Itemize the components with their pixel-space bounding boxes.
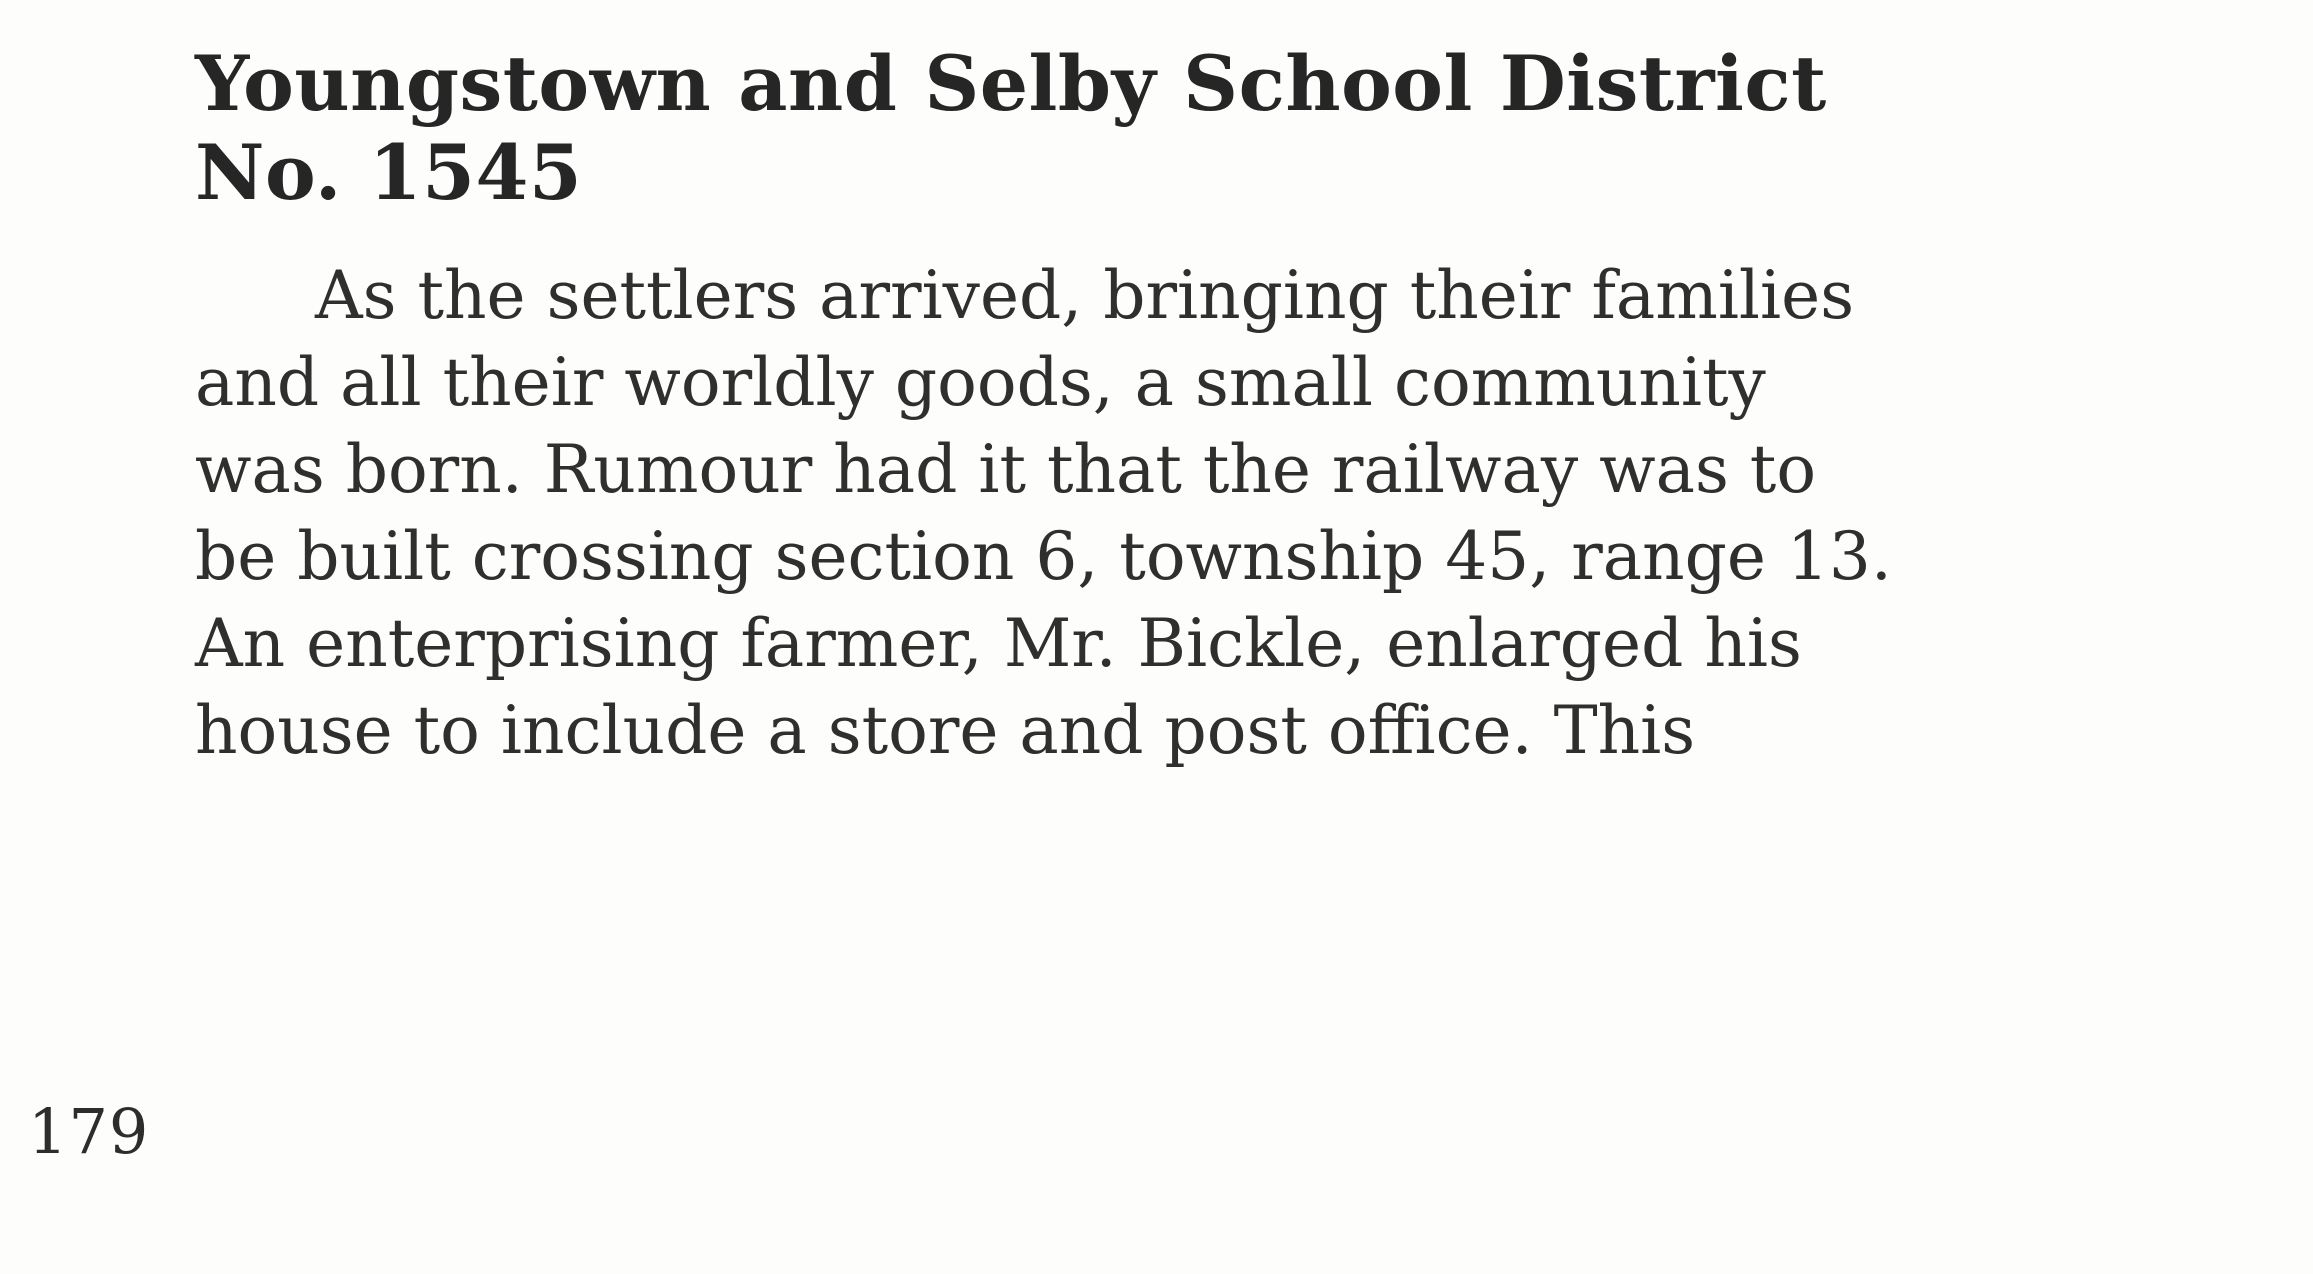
- page-title-line-1: Youngstown and Selby School District: [195, 39, 1827, 128]
- paragraph-line-4: be built crossing section 6, township 45, range 13.: [195, 518, 1892, 596]
- paragraph-line-3: was born. Rumour had it that the railway was to: [195, 431, 1817, 509]
- body-paragraph: [195, 252, 2125, 775]
- page-content: [195, 40, 2185, 774]
- page-title: [195, 40, 2025, 218]
- paragraph-line-2: and all their worldly goods, a small community: [195, 343, 1766, 421]
- page-title-line-2: No. 1545: [195, 127, 583, 217]
- paragraph-line-5: An enterprising farmer, Mr. Bickle, enlarged his: [195, 605, 1802, 683]
- paragraph-line-6: house to include a store and post office. This: [195, 692, 1696, 770]
- page-number: 179: [28, 1095, 150, 1168]
- paragraph-line-1: As the settlers arrived, bringing their families: [315, 256, 1855, 334]
